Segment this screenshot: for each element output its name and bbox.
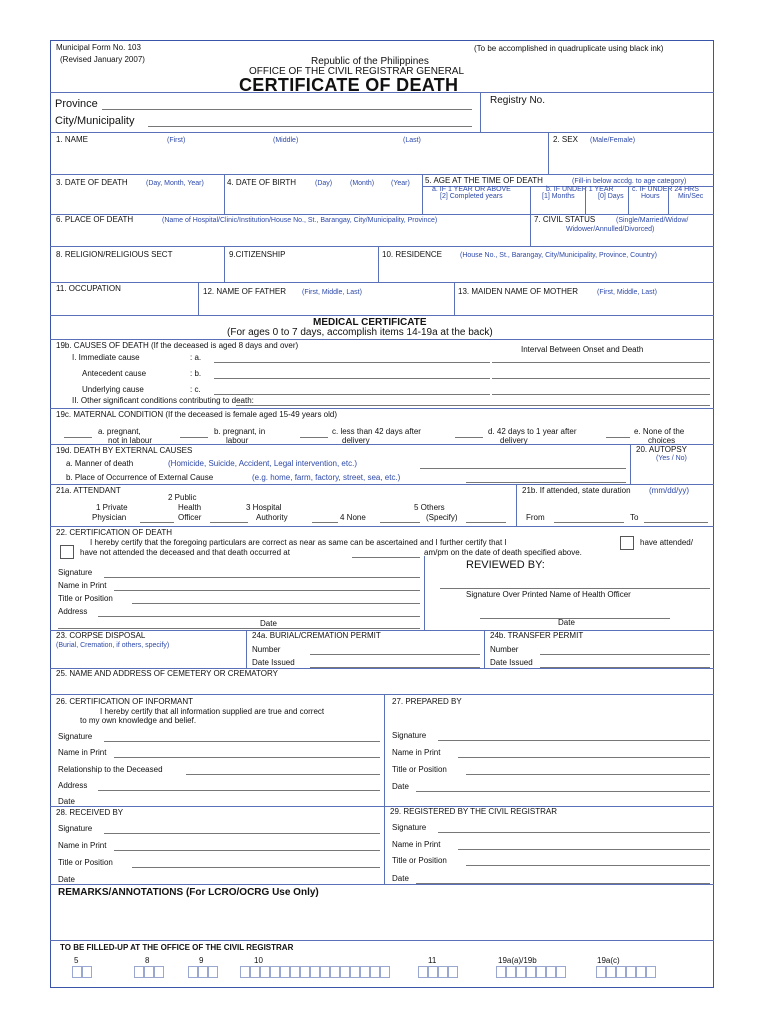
transfer-permit-number-field[interactable] <box>540 654 710 655</box>
reviewer-date-field[interactable] <box>480 618 670 619</box>
remarks-field[interactable] <box>52 902 712 940</box>
underlying-cause-field[interactable] <box>214 394 490 395</box>
date-of-birth-label: 4. DATE OF BIRTH <box>227 178 297 187</box>
reviewer-signature-field[interactable] <box>440 588 710 589</box>
certification-death-label: 22. CERTIFICATION OF DEATH <box>56 528 173 537</box>
maternal-d-field[interactable] <box>455 437 483 438</box>
time-of-death-field[interactable] <box>352 557 420 558</box>
civil-status-label: 7. CIVIL STATUS <box>534 215 596 224</box>
informant-label: 26. CERTIFICATION OF INFORMANT <box>56 697 194 706</box>
attendant-private-field[interactable] <box>140 522 174 523</box>
informant-signature-field[interactable] <box>104 741 380 742</box>
manner-of-death-field[interactable] <box>420 468 626 469</box>
causes-of-death-label: 19b. CAUSES OF DEATH (If the deceased is aged 8 days and over) <box>56 341 299 350</box>
preparer-signature-field[interactable] <box>438 740 710 741</box>
name-label: 1. NAME <box>56 135 89 144</box>
antecedent-interval-field[interactable] <box>492 378 710 379</box>
registrar-title-field[interactable] <box>466 865 710 866</box>
interval-label: Interval Between Onset and Death <box>521 345 644 354</box>
immediate-interval-field[interactable] <box>492 362 710 363</box>
attendant-others-field[interactable] <box>466 522 506 523</box>
residence-label: 10. RESIDENCE <box>382 250 443 259</box>
reviewed-by-label: REVIEWED BY: <box>466 559 545 571</box>
antecedent-cause-field[interactable] <box>214 378 490 379</box>
medical-certificate-title: MEDICAL CERTIFICATE <box>313 317 427 328</box>
other-conditions-field[interactable] <box>236 405 710 406</box>
immediate-cause-field[interactable] <box>214 362 490 363</box>
city-label: City/Municipality <box>55 115 135 127</box>
duration-to-field[interactable] <box>644 522 708 523</box>
religion-label: 8. RELIGION/RELIGIOUS SECT <box>56 250 173 259</box>
maternal-c-field[interactable] <box>300 437 328 438</box>
certifier-title-field[interactable] <box>132 603 420 604</box>
autopsy-label: 20. AUTOPSY <box>636 445 687 454</box>
burial-permit-number-field[interactable] <box>310 654 480 655</box>
attendant-none-field[interactable] <box>380 522 420 523</box>
form-title: CERTIFICATE OF DEATH <box>239 75 459 95</box>
attended-duration-label: 21b. If attended, state duration <box>522 486 631 495</box>
province-label: Province <box>55 98 98 110</box>
place-of-death-label: 6. PLACE OF DEATH <box>56 215 134 224</box>
place-occurrence-field[interactable] <box>466 482 626 483</box>
city-field[interactable] <box>148 126 472 127</box>
age-label: 5. AGE AT THE TIME OF DEATH <box>425 176 543 185</box>
citizenship-label: 9.CITIZENSHIP <box>229 250 286 259</box>
form-number: Municipal Form No. 103 <box>56 43 141 52</box>
informant-address-field[interactable] <box>98 790 380 791</box>
revised-date: (Revised January 2007) <box>60 55 145 64</box>
medical-note: (For ages 0 to 7 days, accomplish items 14-19a at the back) <box>227 327 493 338</box>
informant-relationship-field[interactable] <box>186 774 380 775</box>
registered-by-label: 29. REGISTERED BY THE CIVIL REGISTRAR <box>390 807 558 816</box>
certifier-date-field[interactable] <box>282 628 420 629</box>
received-by-label: 28. RECEIVED BY <box>56 808 124 817</box>
certifier-signature-field[interactable] <box>104 577 420 578</box>
receiver-title-field[interactable] <box>132 867 380 868</box>
corpse-disposal-label: 23. CORPSE DISPOSAL <box>56 631 146 640</box>
father-name-label: 12. NAME OF FATHER <box>203 287 286 296</box>
cemetery-label: 25. NAME AND ADDRESS OF CEMETERY OR CREMATORY <box>56 669 278 678</box>
preparer-date-field[interactable] <box>416 791 710 792</box>
province-field[interactable] <box>102 109 472 110</box>
attendant-label: 21a. ATTENDANT <box>56 486 121 495</box>
certifier-name-field[interactable] <box>114 590 420 591</box>
attendant-public-field[interactable] <box>210 522 248 523</box>
occupation-label: 11. OCCUPATION <box>56 284 121 293</box>
header-divider <box>50 92 714 93</box>
maternal-condition-label: 19c. MATERNAL CONDITION (If the deceased is female aged 15-49 years old) <box>56 410 338 419</box>
external-causes-label: 19d. DEATH BY EXTERNAL CAUSES <box>56 446 193 455</box>
duration-from-field[interactable] <box>554 522 624 523</box>
maternal-e-field[interactable] <box>606 437 630 438</box>
transfer-permit-label: 24b. TRANSFER PERMIT <box>490 631 584 640</box>
registrar-name-field[interactable] <box>458 849 710 850</box>
preparer-title-field[interactable] <box>466 774 710 775</box>
office-text: OFFICE OF THE CIVIL REGISTRAR GENERAL <box>249 66 465 77</box>
maternal-a-field[interactable] <box>64 437 92 438</box>
name-field[interactable] <box>52 148 546 172</box>
registrar-signature-field[interactable] <box>438 832 710 833</box>
burial-permit-label: 24a. BURIAL/CREMATION PERMIT <box>252 631 381 640</box>
receiver-name-field[interactable] <box>114 850 380 851</box>
mother-name-label: 13. MAIDEN NAME OF MOTHER <box>458 287 579 296</box>
prepared-by-label: 27. PREPARED BY <box>392 697 462 706</box>
sex-label: 2. SEX <box>553 135 578 144</box>
certifier-address-field[interactable] <box>98 616 420 617</box>
attendant-hospital-field[interactable] <box>312 522 338 523</box>
registry-no-label: Registry No. <box>490 95 546 106</box>
remarks-label: REMARKS/ANNOTATIONS (For LCRO/OCRG Use Only) <box>58 887 319 898</box>
date-of-death-label: 3. DATE OF DEATH <box>56 178 128 187</box>
have-not-attended-checkbox[interactable] <box>60 545 74 559</box>
republic-text: Republic of the Philippines <box>311 56 429 67</box>
ink-note: (To be accomplished in quadruplicate using black ink) <box>474 44 664 53</box>
receiver-signature-field[interactable] <box>104 833 380 834</box>
underlying-interval-field[interactable] <box>492 394 710 395</box>
have-attended-checkbox[interactable] <box>620 536 634 550</box>
civil-registrar-office-label: TO BE FILLED-UP AT THE OFFICE OF THE CIVIL REGISTRAR <box>60 943 294 952</box>
informant-name-field[interactable] <box>114 757 380 758</box>
maternal-b-field[interactable] <box>180 437 208 438</box>
preparer-name-field[interactable] <box>458 757 710 758</box>
